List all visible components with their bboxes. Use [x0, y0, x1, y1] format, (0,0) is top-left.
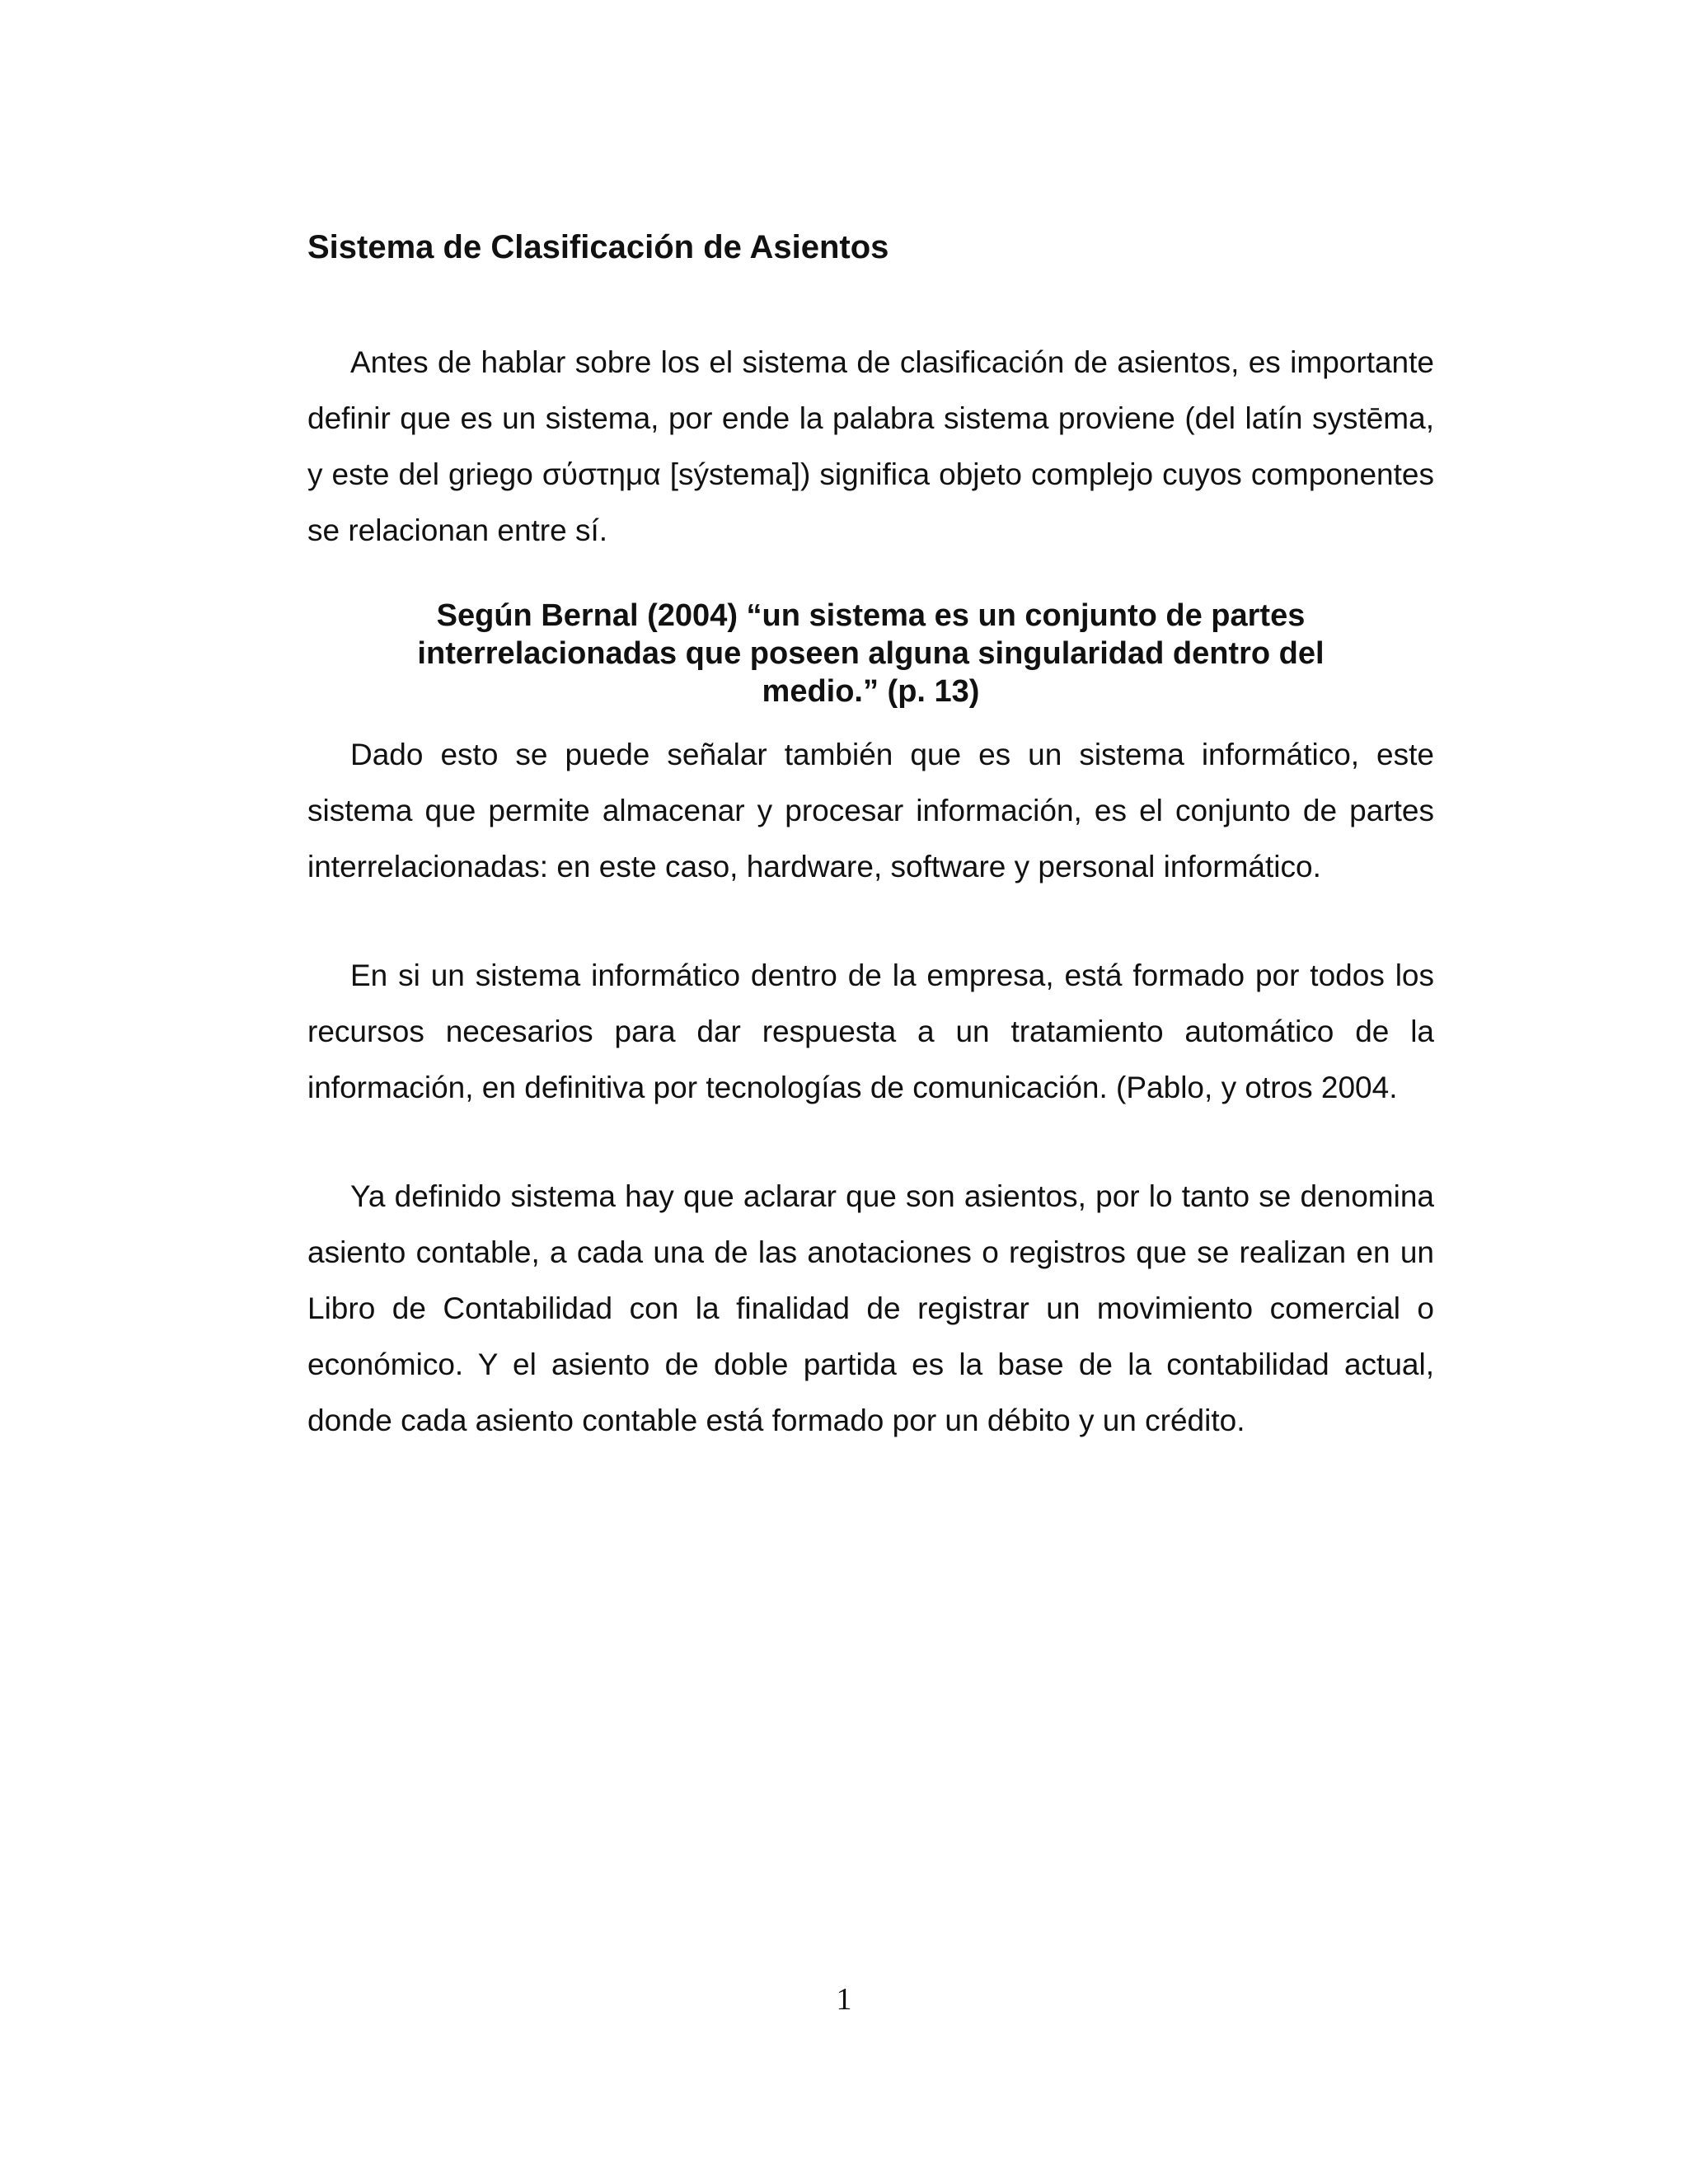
page-number: 1	[836, 1982, 852, 2017]
section-heading: Sistema de Clasificación de Asientos	[307, 229, 889, 265]
block-quote-bernal: Según Bernal (2004) “un sistema es un conjunto de partes interrelacionadas que poseen alguna singularidad dentro del medio.” (p. 13)	[417, 598, 1325, 709]
paragraph-accounting-entries: Ya definido sistema hay que aclarar que son asientos, por lo tanto se denomina asiento contable, a cada una de las anotaciones o registros que se realizan en un Libro de Contabilidad con la finalidad de registrar un movimiento comercial o económico. Y el asiento de doble partida es la base de la contabilidad actual, donde cada asiento contable está formado por un débito y un crédito.	[307, 1179, 1434, 1437]
document-body	[307, 224, 1434, 1449]
paragraph-information-system: Dado esto se puede señalar también que es un sistema informático, este sistema que permite almacenar y procesar información, es el conjunto de partes interrelacionadas: en este caso, hardware, software y personal informático.	[307, 738, 1434, 883]
paragraph-system-definition: Antes de hablar sobre los el sistema de clasificación de asientos, es importante definir que es un sistema, por ende la palabra sistema proviene (del latín systēma, y este del griego σύστημα [sýstema]) significa objeto complejo cuyos componentes se relacionan entre sí.	[307, 345, 1434, 547]
paragraph-company-system: En si un sistema informático dentro de la empresa, está formado por todos los recursos necesarios para dar respuesta a un tratamiento automático de la información, en definitiva por tecnologías de comunicación. (Pablo, y otros 2004.	[307, 958, 1434, 1104]
